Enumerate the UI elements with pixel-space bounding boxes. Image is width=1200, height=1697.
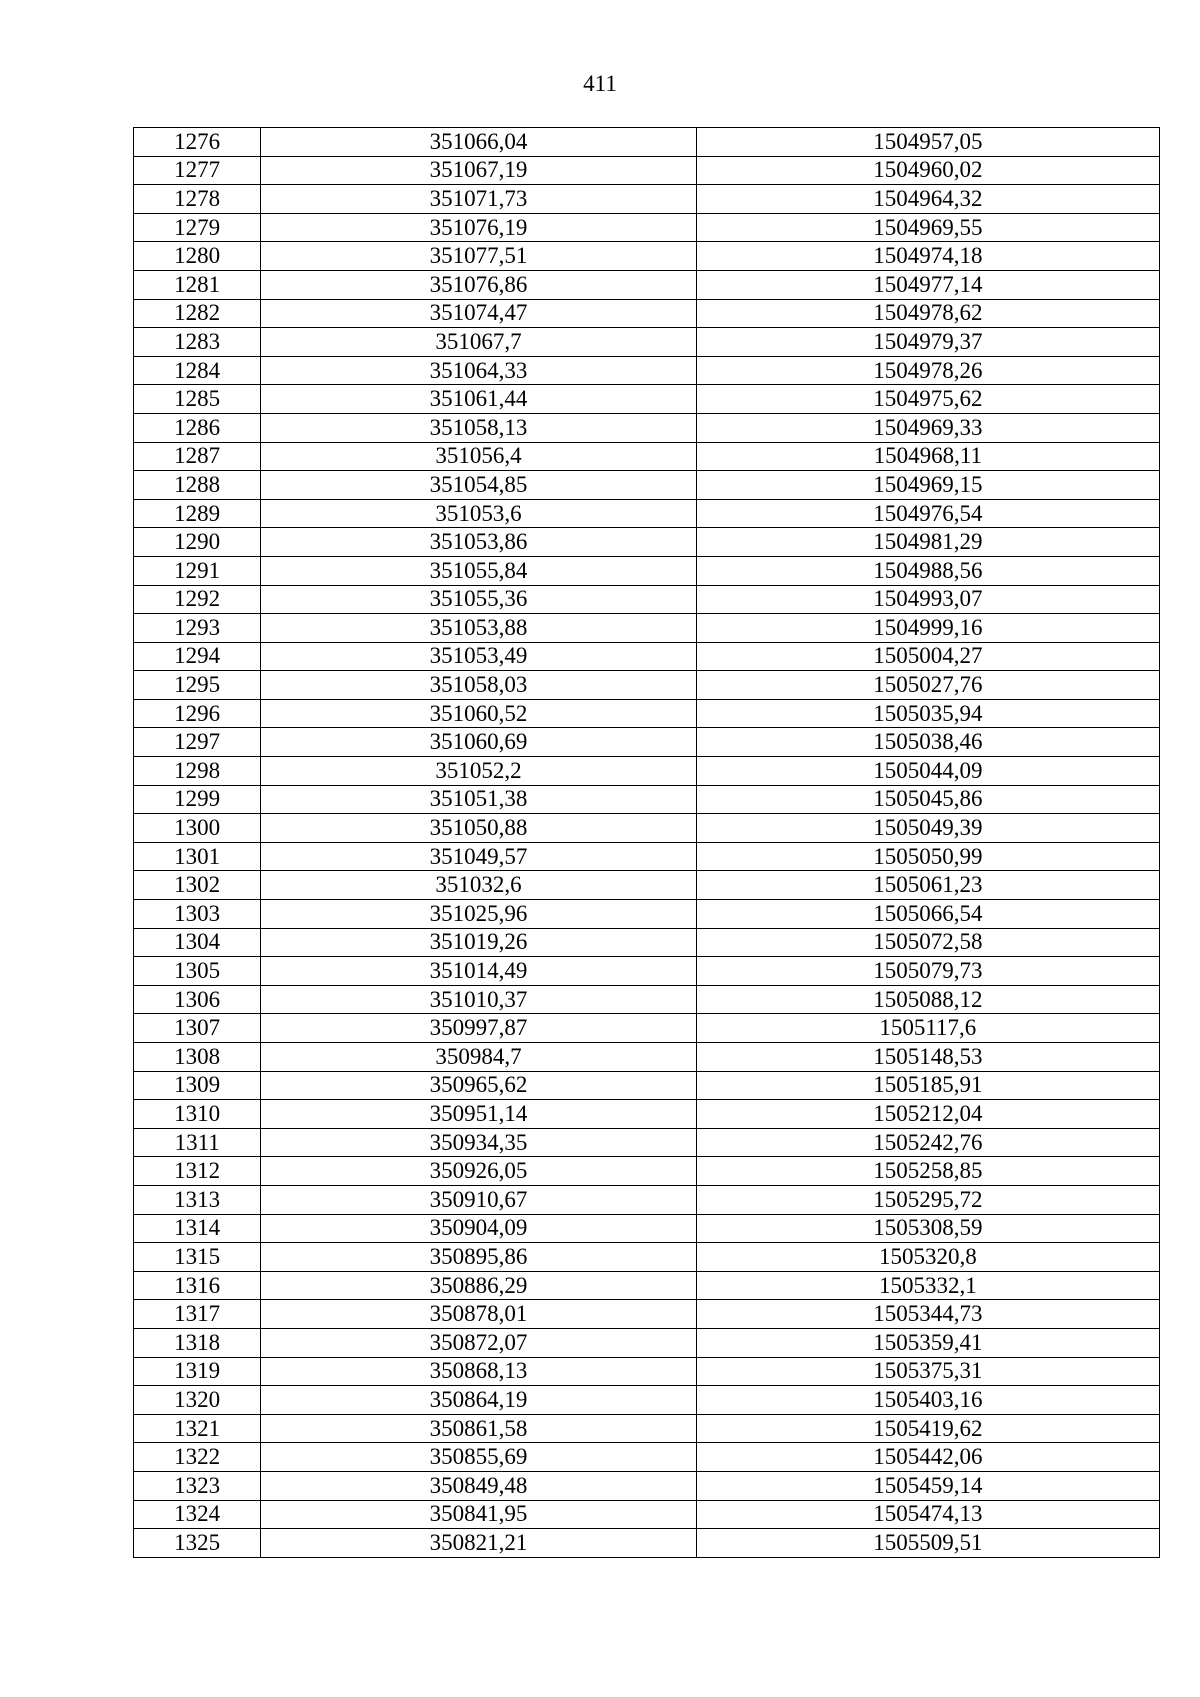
point-number-cell: 1286 (134, 413, 261, 442)
point-number-cell: 1318 (134, 1328, 261, 1357)
table-row (134, 1185, 1160, 1214)
y-coordinate-cell: 1505035,94 (696, 699, 1159, 728)
table-row (134, 1014, 1160, 1043)
point-number-cell: 1312 (134, 1157, 261, 1186)
table-row (134, 842, 1160, 871)
x-coordinate-cell: 351060,52 (261, 699, 696, 728)
table-row (134, 614, 1160, 643)
y-coordinate-cell: 1505359,41 (696, 1328, 1159, 1357)
x-coordinate-cell: 351074,47 (261, 299, 696, 328)
table-row (134, 1357, 1160, 1386)
y-coordinate-cell: 1504975,62 (696, 385, 1159, 414)
table-row (134, 671, 1160, 700)
page-number: 411 (583, 71, 617, 96)
x-coordinate-cell: 351067,7 (261, 328, 696, 357)
point-number-cell: 1308 (134, 1043, 261, 1072)
point-number-cell: 1289 (134, 499, 261, 528)
x-coordinate-cell: 350861,58 (261, 1414, 696, 1443)
x-coordinate-cell: 351055,36 (261, 585, 696, 614)
y-coordinate-cell: 1504964,32 (696, 185, 1159, 214)
x-coordinate-cell: 351053,49 (261, 642, 696, 671)
y-coordinate-cell: 1504968,11 (696, 442, 1159, 471)
table-row (134, 1300, 1160, 1329)
y-coordinate-cell: 1504999,16 (696, 614, 1159, 643)
point-number-cell: 1290 (134, 528, 261, 557)
point-number-cell: 1324 (134, 1500, 261, 1529)
y-coordinate-cell: 1505117,6 (696, 1014, 1159, 1043)
x-coordinate-cell: 350872,07 (261, 1328, 696, 1357)
point-number-cell: 1321 (134, 1414, 261, 1443)
point-number-cell: 1278 (134, 185, 261, 214)
point-number-cell: 1291 (134, 556, 261, 585)
x-coordinate-cell: 351071,73 (261, 185, 696, 214)
point-number-cell: 1325 (134, 1529, 261, 1558)
y-coordinate-cell: 1504960,02 (696, 156, 1159, 185)
table-row (134, 1100, 1160, 1129)
y-coordinate-cell: 1505474,13 (696, 1500, 1159, 1529)
table-row (134, 1128, 1160, 1157)
y-coordinate-cell: 1504993,07 (696, 585, 1159, 614)
y-coordinate-cell: 1505185,91 (696, 1071, 1159, 1100)
table-row (134, 185, 1160, 214)
x-coordinate-cell: 350895,86 (261, 1243, 696, 1272)
table-row (134, 728, 1160, 757)
table-row (134, 1214, 1160, 1243)
y-coordinate-cell: 1504988,56 (696, 556, 1159, 585)
x-coordinate-cell: 350886,29 (261, 1271, 696, 1300)
y-coordinate-cell: 1504977,14 (696, 270, 1159, 299)
x-coordinate-cell: 350951,14 (261, 1100, 696, 1129)
point-number-cell: 1309 (134, 1071, 261, 1100)
point-number-cell: 1305 (134, 957, 261, 986)
y-coordinate-cell: 1504969,33 (696, 413, 1159, 442)
point-number-cell: 1302 (134, 871, 261, 900)
table-row (134, 757, 1160, 786)
point-number-cell: 1301 (134, 842, 261, 871)
x-coordinate-cell: 351049,57 (261, 842, 696, 871)
y-coordinate-cell: 1505375,31 (696, 1357, 1159, 1386)
point-number-cell: 1297 (134, 728, 261, 757)
y-coordinate-cell: 1504969,15 (696, 471, 1159, 500)
x-coordinate-cell: 351055,84 (261, 556, 696, 585)
point-number-cell: 1288 (134, 471, 261, 500)
table-row (134, 356, 1160, 385)
point-number-cell: 1323 (134, 1471, 261, 1500)
table-row (134, 900, 1160, 929)
table-row (134, 1471, 1160, 1500)
point-number-cell: 1320 (134, 1386, 261, 1415)
x-coordinate-cell: 350965,62 (261, 1071, 696, 1100)
y-coordinate-cell: 1505027,76 (696, 671, 1159, 700)
table-row (134, 1500, 1160, 1529)
y-coordinate-cell: 1505049,39 (696, 814, 1159, 843)
y-coordinate-cell: 1505459,14 (696, 1471, 1159, 1500)
table-row (134, 328, 1160, 357)
table-row (134, 385, 1160, 414)
y-coordinate-cell: 1505258,85 (696, 1157, 1159, 1186)
point-number-cell: 1276 (134, 128, 261, 157)
y-coordinate-cell: 1505148,53 (696, 1043, 1159, 1072)
table-row (134, 642, 1160, 671)
table-row (134, 442, 1160, 471)
x-coordinate-cell: 351064,33 (261, 356, 696, 385)
x-coordinate-cell: 350934,35 (261, 1128, 696, 1157)
point-number-cell: 1306 (134, 985, 261, 1014)
y-coordinate-cell: 1505061,23 (696, 871, 1159, 900)
y-coordinate-cell: 1505044,09 (696, 757, 1159, 786)
x-coordinate-cell: 351053,88 (261, 614, 696, 643)
y-coordinate-cell: 1505072,58 (696, 928, 1159, 957)
x-coordinate-cell: 351058,13 (261, 413, 696, 442)
x-coordinate-cell: 351060,69 (261, 728, 696, 757)
x-coordinate-cell: 351032,6 (261, 871, 696, 900)
point-number-cell: 1283 (134, 328, 261, 357)
point-number-cell: 1280 (134, 242, 261, 271)
y-coordinate-cell: 1505045,86 (696, 785, 1159, 814)
x-coordinate-cell: 351053,86 (261, 528, 696, 557)
point-number-cell: 1281 (134, 270, 261, 299)
y-coordinate-cell: 1505320,8 (696, 1243, 1159, 1272)
x-coordinate-cell: 351053,6 (261, 499, 696, 528)
x-coordinate-cell: 351076,86 (261, 270, 696, 299)
x-coordinate-cell: 351014,49 (261, 957, 696, 986)
table-row (134, 242, 1160, 271)
y-coordinate-cell: 1505066,54 (696, 900, 1159, 929)
x-coordinate-cell: 351050,88 (261, 814, 696, 843)
table-row (134, 1157, 1160, 1186)
point-number-cell: 1314 (134, 1214, 261, 1243)
x-coordinate-cell: 350997,87 (261, 1014, 696, 1043)
coordinates-table (133, 127, 1160, 1558)
point-number-cell: 1322 (134, 1443, 261, 1472)
y-coordinate-cell: 1505004,27 (696, 642, 1159, 671)
point-number-cell: 1319 (134, 1357, 261, 1386)
x-coordinate-cell: 351025,96 (261, 900, 696, 929)
y-coordinate-cell: 1505242,76 (696, 1128, 1159, 1157)
point-number-cell: 1307 (134, 1014, 261, 1043)
x-coordinate-cell: 350868,13 (261, 1357, 696, 1386)
coordinates-table-body (134, 128, 1160, 1558)
table-row (134, 299, 1160, 328)
point-number-cell: 1292 (134, 585, 261, 614)
table-row (134, 156, 1160, 185)
x-coordinate-cell: 351051,38 (261, 785, 696, 814)
table-row (134, 270, 1160, 299)
table-row (134, 785, 1160, 814)
point-number-cell: 1279 (134, 213, 261, 242)
x-coordinate-cell: 351067,19 (261, 156, 696, 185)
x-coordinate-cell: 351054,85 (261, 471, 696, 500)
y-coordinate-cell: 1505403,16 (696, 1386, 1159, 1415)
y-coordinate-cell: 1504978,26 (696, 356, 1159, 385)
y-coordinate-cell: 1504976,54 (696, 499, 1159, 528)
table-row (134, 699, 1160, 728)
point-number-cell: 1296 (134, 699, 261, 728)
point-number-cell: 1300 (134, 814, 261, 843)
point-number-cell: 1313 (134, 1185, 261, 1214)
y-coordinate-cell: 1504969,55 (696, 213, 1159, 242)
table-row (134, 1328, 1160, 1357)
x-coordinate-cell: 351076,19 (261, 213, 696, 242)
table-row (134, 985, 1160, 1014)
table-row (134, 471, 1160, 500)
point-number-cell: 1316 (134, 1271, 261, 1300)
x-coordinate-cell: 351077,51 (261, 242, 696, 271)
x-coordinate-cell: 351056,4 (261, 442, 696, 471)
point-number-cell: 1285 (134, 385, 261, 414)
y-coordinate-cell: 1505419,62 (696, 1414, 1159, 1443)
x-coordinate-cell: 350910,67 (261, 1185, 696, 1214)
x-coordinate-cell: 350864,19 (261, 1386, 696, 1415)
x-coordinate-cell: 351010,37 (261, 985, 696, 1014)
table-row (134, 1071, 1160, 1100)
table-row (134, 957, 1160, 986)
table-row (134, 928, 1160, 957)
table-row (134, 1043, 1160, 1072)
point-number-cell: 1299 (134, 785, 261, 814)
y-coordinate-cell: 1505509,51 (696, 1529, 1159, 1558)
table-row (134, 213, 1160, 242)
y-coordinate-cell: 1505332,1 (696, 1271, 1159, 1300)
table-row (134, 528, 1160, 557)
point-number-cell: 1304 (134, 928, 261, 957)
x-coordinate-cell: 350984,7 (261, 1043, 696, 1072)
table-row (134, 499, 1160, 528)
y-coordinate-cell: 1505038,46 (696, 728, 1159, 757)
point-number-cell: 1282 (134, 299, 261, 328)
x-coordinate-cell: 351052,2 (261, 757, 696, 786)
table-row (134, 1271, 1160, 1300)
x-coordinate-cell: 350878,01 (261, 1300, 696, 1329)
x-coordinate-cell: 351061,44 (261, 385, 696, 414)
y-coordinate-cell: 1505344,73 (696, 1300, 1159, 1329)
table-row (134, 413, 1160, 442)
point-number-cell: 1311 (134, 1128, 261, 1157)
point-number-cell: 1315 (134, 1243, 261, 1272)
table-row (134, 1386, 1160, 1415)
y-coordinate-cell: 1504981,29 (696, 528, 1159, 557)
y-coordinate-cell: 1505079,73 (696, 957, 1159, 986)
point-number-cell: 1287 (134, 442, 261, 471)
y-coordinate-cell: 1504979,37 (696, 328, 1159, 357)
y-coordinate-cell: 1505050,99 (696, 842, 1159, 871)
point-number-cell: 1303 (134, 900, 261, 929)
table-row (134, 585, 1160, 614)
table-row (134, 814, 1160, 843)
x-coordinate-cell: 350841,95 (261, 1500, 696, 1529)
x-coordinate-cell: 350849,48 (261, 1471, 696, 1500)
table-row (134, 1529, 1160, 1558)
x-coordinate-cell: 350926,05 (261, 1157, 696, 1186)
point-number-cell: 1294 (134, 642, 261, 671)
table-row (134, 556, 1160, 585)
point-number-cell: 1295 (134, 671, 261, 700)
x-coordinate-cell: 350904,09 (261, 1214, 696, 1243)
y-coordinate-cell: 1505088,12 (696, 985, 1159, 1014)
x-coordinate-cell: 350855,69 (261, 1443, 696, 1472)
table-row (134, 1414, 1160, 1443)
y-coordinate-cell: 1505308,59 (696, 1214, 1159, 1243)
y-coordinate-cell: 1505442,06 (696, 1443, 1159, 1472)
y-coordinate-cell: 1505212,04 (696, 1100, 1159, 1129)
y-coordinate-cell: 1504974,18 (696, 242, 1159, 271)
point-number-cell: 1317 (134, 1300, 261, 1329)
point-number-cell: 1310 (134, 1100, 261, 1129)
point-number-cell: 1277 (134, 156, 261, 185)
table-row (134, 128, 1160, 157)
x-coordinate-cell: 351058,03 (261, 671, 696, 700)
x-coordinate-cell: 351066,04 (261, 128, 696, 157)
y-coordinate-cell: 1504957,05 (696, 128, 1159, 157)
y-coordinate-cell: 1505295,72 (696, 1185, 1159, 1214)
x-coordinate-cell: 350821,21 (261, 1529, 696, 1558)
table-row (134, 1243, 1160, 1272)
point-number-cell: 1284 (134, 356, 261, 385)
table-row (134, 1443, 1160, 1472)
point-number-cell: 1293 (134, 614, 261, 643)
y-coordinate-cell: 1504978,62 (696, 299, 1159, 328)
table-row (134, 871, 1160, 900)
x-coordinate-cell: 351019,26 (261, 928, 696, 957)
point-number-cell: 1298 (134, 757, 261, 786)
